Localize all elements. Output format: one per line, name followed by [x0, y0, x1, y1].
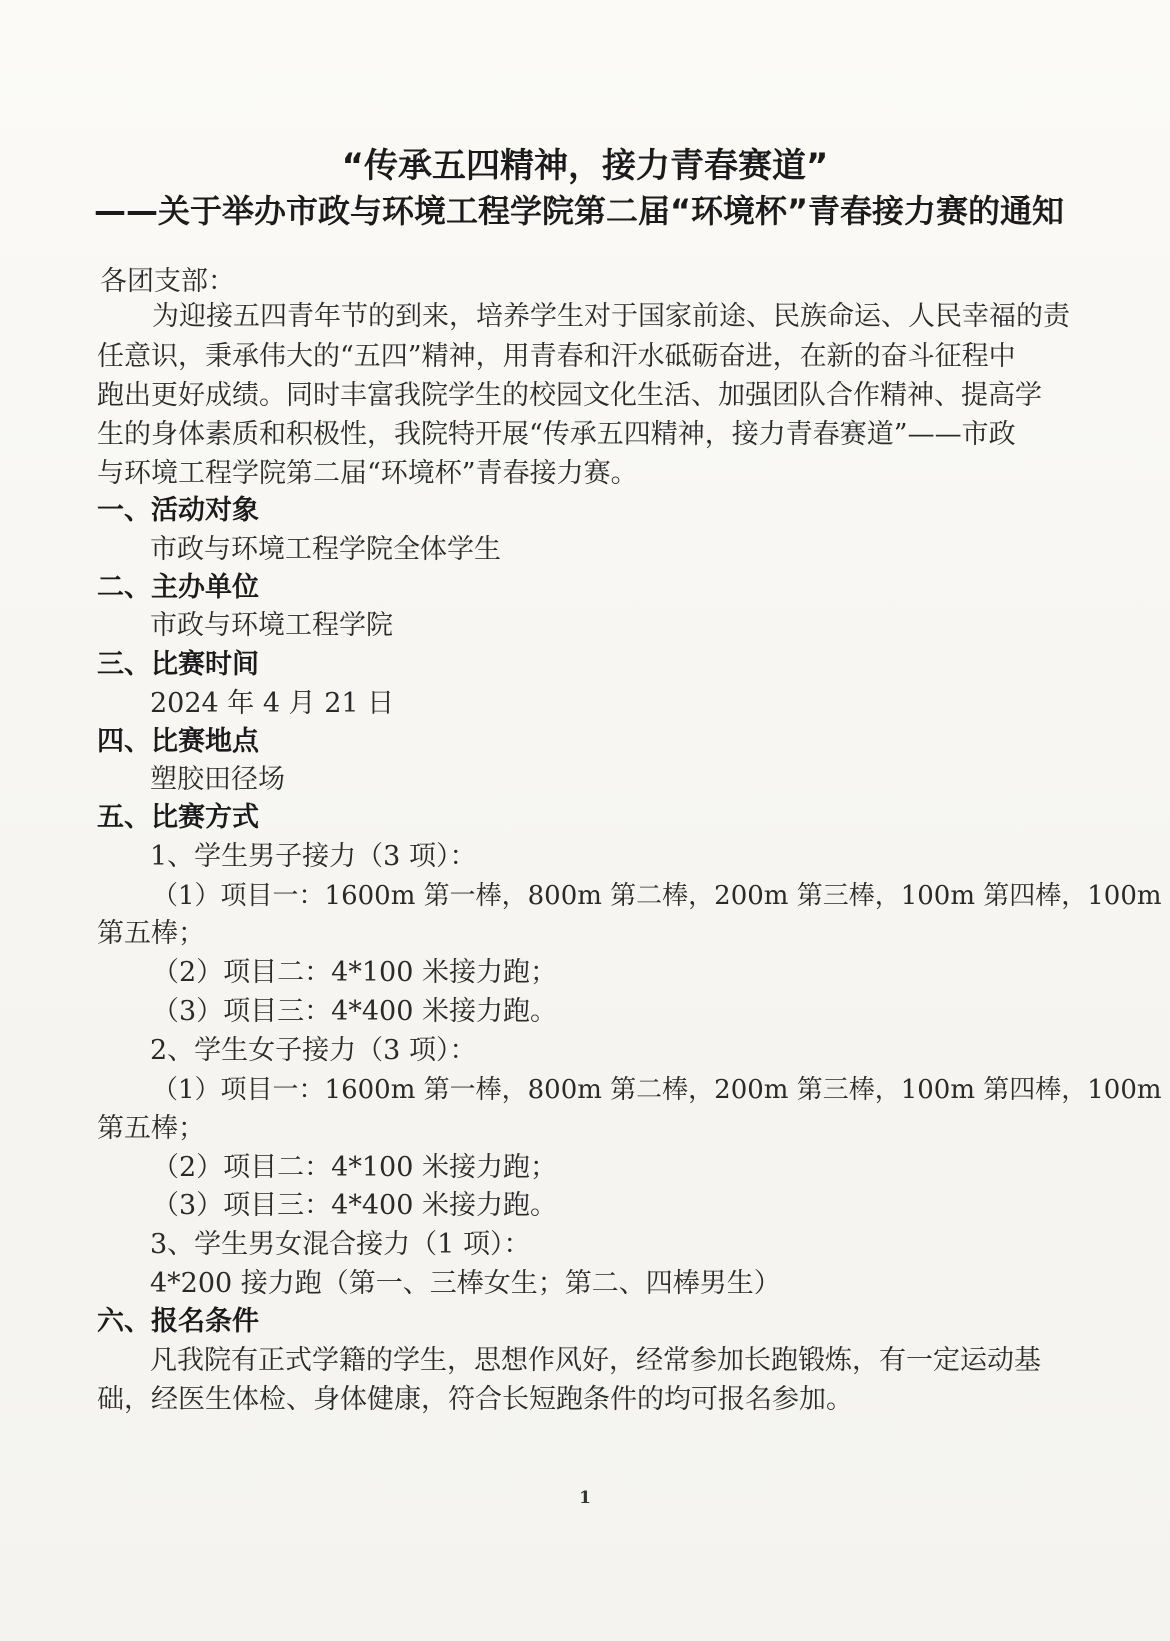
intro-line-5: 与环境工程学院第二届“环境杯”青春接力赛。: [97, 458, 638, 489]
section-heading-6: 六、报名条件: [97, 1306, 259, 1337]
women-relay-item-2: （2）项目二：4*100 米接力跑；: [152, 1152, 557, 1183]
eligibility-line-1: 凡我院有正式学籍的学生，思想作风好，经常参加长跑锻炼，有一定运动基: [150, 1345, 1041, 1376]
women-relay-item-3: （3）项目三：4*400 米接力跑。: [152, 1190, 557, 1221]
intro-line-1: 为迎接五四青年节的到来，培养学生对于国家前途、民族命运、人民幸福的责: [152, 301, 1070, 332]
section-heading-5: 五、比赛方式: [97, 802, 259, 833]
section-heading-4: 四、比赛地点: [97, 726, 259, 757]
intro-line-3: 跑出更好成绩。同时丰富我院学生的校园文化生活、加强团队合作精神、提高学: [97, 380, 1042, 411]
section-text-4: 塑胶田径场: [150, 764, 285, 795]
intro-line-2: 任意识，秉承伟大的“五四”精神，用青春和汗水砥砺奋进，在新的奋斗征程中: [97, 341, 1016, 372]
men-relay-item-3: （3）项目三：4*400 米接力跑。: [152, 996, 557, 1027]
section-heading-2: 二、主办单位: [97, 572, 259, 603]
women-relay-item-1-cont: 第五棒；: [97, 1113, 205, 1144]
mixed-relay-item-1: 4*200 接力跑（第一、三棒女生；第二、四棒男生）: [150, 1268, 781, 1299]
men-relay-item-1: （1）项目一：1600m 第一棒，800m 第二棒，200m 第三棒，100m 第四棒，100m: [152, 881, 1162, 911]
section-heading-3: 三、比赛时间: [97, 649, 259, 680]
page-number: 1: [579, 1488, 591, 1508]
section-text-1: 市政与环境工程学院全体学生: [150, 534, 501, 565]
greeting: 各团支部：: [100, 266, 235, 297]
women-relay-title: 2、学生女子接力（3 项）：: [150, 1035, 477, 1066]
women-relay-item-1: （1）项目一：1600m 第一棒，800m 第二棒，200m 第三棒，100m 第四棒，100m: [152, 1075, 1162, 1105]
section-text-3: 2024 年 4 月 21 日: [150, 688, 395, 719]
section-heading-1: 一、活动对象: [97, 495, 259, 526]
eligibility-line-2: 础，经医生体检、身体健康，符合长短跑条件的均可报名参加。: [97, 1384, 853, 1415]
document-title: “传承五四精神，接力青春赛道”: [341, 146, 829, 186]
mixed-relay-title: 3、学生男女混合接力（1 项）：: [150, 1229, 531, 1260]
men-relay-item-1-cont: 第五棒；: [97, 918, 205, 949]
document-subtitle: ——关于举办市政与环境工程学院第二届“环境杯”青春接力赛的通知: [93, 192, 1065, 230]
men-relay-title: 1、学生男子接力（3 项）：: [150, 841, 477, 872]
men-relay-item-2: （2）项目二：4*100 米接力跑；: [152, 957, 557, 988]
section-text-2: 市政与环境工程学院: [150, 610, 393, 641]
intro-line-4: 生的身体素质和积极性，我院特开展“传承五四精神，接力青春赛道”——市政: [97, 419, 1016, 450]
